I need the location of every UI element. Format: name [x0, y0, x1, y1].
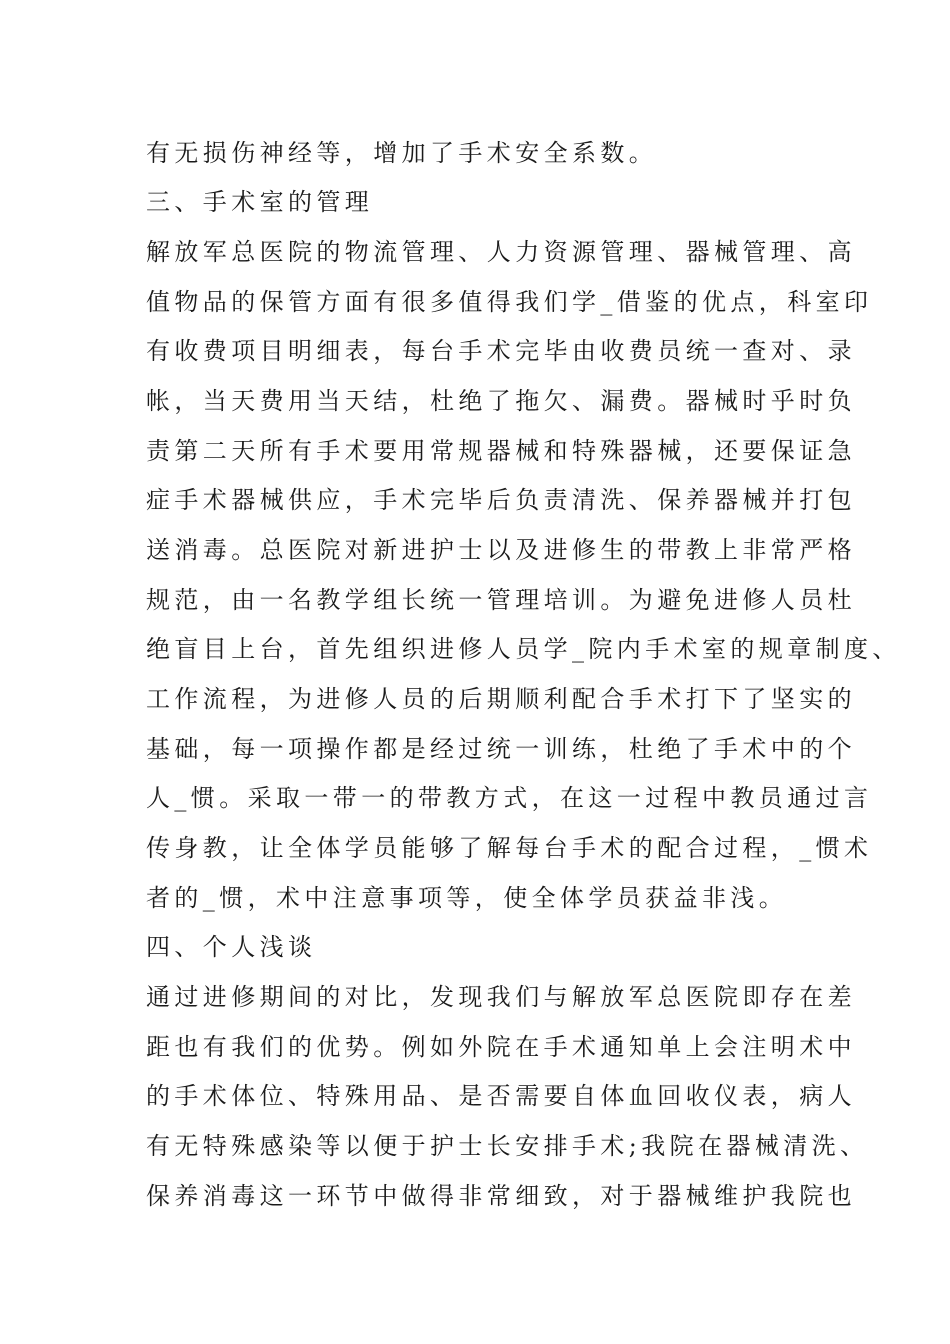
- section-heading: 四、个人浅谈: [146, 933, 317, 961]
- text-line: 规范，由一名教学组长统一管理培训。为避免进修人员杜: [146, 586, 856, 614]
- text-line: 送消毒。总医院对新进护士以及进修生的带教上非常严格: [146, 536, 856, 564]
- text-line: 值物品的保管方面有很多值得我们学_借鉴的优点，科室印: [146, 288, 873, 316]
- text-line: 人_惯。采取一带一的带教方式，在这一过程中教员通过言: [146, 784, 873, 812]
- text-line: 绝盲目上台，首先组织进修人员学_院内手术室的规章制度、: [146, 635, 901, 663]
- text-line: 距也有我们的优势。例如外院在手术通知单上会注明术中: [146, 1033, 856, 1061]
- text-line: 工作流程，为进修人员的后期顺利配合手术打下了坚实的: [146, 685, 856, 713]
- text-line: 者的_惯，术中注意事项等，使全体学员获益非浅。: [146, 884, 788, 912]
- text-line: 的手术体位、特殊用品、是否需要自体血回收仪表，病人: [146, 1082, 856, 1110]
- text-line: 有无特殊感染等以便于护士长安排手术;我院在器械清洗、: [146, 1132, 869, 1160]
- text-line: 有无损伤神经等，增加了手术安全系数。: [146, 139, 658, 167]
- text-line: 责第二天所有手术要用常规器械和特殊器械，还要保证急: [146, 437, 856, 465]
- text-line: 保养消毒这一环节中做得非常细致，对于器械维护我院也: [146, 1182, 856, 1210]
- text-line: 通过进修期间的对比，发现我们与解放军总医院即存在差: [146, 983, 856, 1011]
- text-line: 传身教，让全体学员能够了解每台手术的配合过程，_惯术: [146, 834, 873, 862]
- text-line: 基础，每一项操作都是经过统一训练，杜绝了手术中的个: [146, 735, 856, 763]
- section-heading: 三、手术室的管理: [146, 188, 374, 216]
- text-line: 症手术器械供应，手术完毕后负责清洗、保养器械并打包: [146, 486, 856, 514]
- text-line: 帐，当天费用当天结，杜绝了拖欠、漏费。器械时乎时负: [146, 387, 856, 415]
- text-line: 有收费项目明细表，每台手术完毕由收费员统一查对、录: [146, 337, 856, 365]
- text-line: 解放军总医院的物流管理、人力资源管理、器械管理、高: [146, 238, 856, 266]
